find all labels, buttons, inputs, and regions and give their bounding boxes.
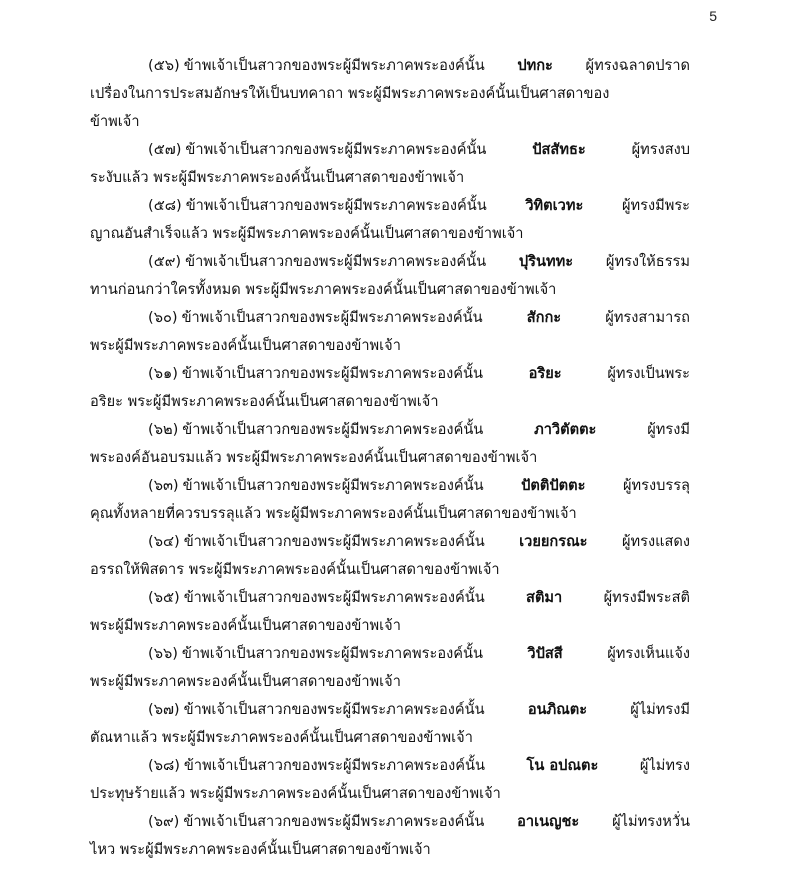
entry-number: (๖๕) bbox=[148, 589, 180, 606]
entry-description: ผู้ทรงเห็นแจ้ง bbox=[607, 645, 690, 662]
entry-name: ปทกะ bbox=[517, 57, 553, 74]
entry-number: (๖๓) bbox=[148, 477, 179, 494]
entry-65 bbox=[90, 584, 690, 640]
entry-description: ผู้ทรงแสดง bbox=[621, 533, 690, 550]
entry-name: สักกะ bbox=[526, 309, 562, 326]
entry-continuation: ระงับแล้ว พระผู้มีพระภาคพระองค์นั้นเป็นศาสดาของข้าพเจ้า bbox=[90, 169, 465, 186]
entry-intro: ข้าพเจ้าเป็นสาวกของพระผู้มีพระภาคพระองค์นั้น bbox=[185, 141, 487, 158]
entry-69 bbox=[90, 808, 690, 864]
entry-description: ผู้ทรงฉลาดปราด bbox=[585, 57, 690, 74]
entry-number: (๖๑) bbox=[148, 365, 178, 382]
entry-name: ปัตติปัตตะ bbox=[521, 477, 586, 494]
entry-intro: ข้าพเจ้าเป็นสาวกของพระผู้มีพระภาคพระองค์นั้น bbox=[185, 197, 487, 214]
entry-name: ปุรินททะ bbox=[518, 253, 574, 270]
entry-intro: ข้าพเจ้าเป็นสาวกของพระผู้มีพระภาคพระองค์นั้น bbox=[182, 421, 484, 438]
entry-description: ผู้ทรงสามารถ bbox=[605, 309, 690, 326]
entry-intro: ข้าพเจ้าเป็นสาวกของพระผู้มีพระภาคพระองค์นั้น bbox=[185, 253, 487, 270]
entry-name: โน อปณตะ bbox=[526, 757, 599, 774]
entry-intro: ข้าพเจ้าเป็นสาวกของพระผู้มีพระภาคพระองค์นั้น bbox=[183, 589, 485, 606]
entry-description: ผู้ทรงมีพระสติ bbox=[603, 589, 690, 606]
entry-description: ผู้ทรงมี bbox=[647, 421, 690, 438]
entry-description: ผู้ทรงบรรลุ bbox=[622, 477, 690, 494]
entry-number: (๕๙) bbox=[148, 253, 182, 270]
document-body bbox=[90, 52, 690, 864]
entry-continuation: อรรถให้พิสดาร พระผู้มีพระภาคพระองค์นั้นเป็นศาสดาของข้าพเจ้า bbox=[90, 561, 500, 578]
entry-name: อริยะ bbox=[528, 365, 562, 382]
entry-continuation: ญาณอันสำเร็จแล้ว พระผู้มีพระภาคพระองค์นั้นเป็นศาสดาของข้าพเจ้า bbox=[90, 225, 524, 242]
entry-number: (๖๔) bbox=[148, 533, 180, 550]
entry-number: (๖๐) bbox=[148, 309, 178, 326]
entry-64 bbox=[90, 528, 690, 584]
entry-61 bbox=[90, 360, 690, 416]
entry-number: (๕๖) bbox=[148, 57, 180, 74]
entry-name: สติมา bbox=[526, 589, 563, 606]
entry-continuation: พระองค์อันอบรมแล้ว พระผู้มีพระภาคพระองค์นั้นเป็นศาสดาของข้าพเจ้า bbox=[90, 449, 538, 466]
entry-60 bbox=[90, 304, 690, 360]
entry-intro: ข้าพเจ้าเป็นสาวกของพระผู้มีพระภาคพระองค์นั้น bbox=[183, 57, 485, 74]
entry-description: ผู้ทรงให้ธรรม bbox=[605, 253, 690, 270]
entry-name: อาเนญชะ bbox=[517, 813, 580, 830]
entry-name: ภาวิตัตตะ bbox=[534, 421, 597, 438]
entry-description: ผู้ทรงสงบ bbox=[631, 141, 690, 158]
entry-continuation: พระผู้มีพระภาคพระองค์นั้นเป็นศาสดาของข้าพเจ้า bbox=[90, 673, 401, 690]
entry-description: ผู้ไม่ทรง bbox=[639, 757, 690, 774]
entry-68 bbox=[90, 752, 690, 808]
entry-intro: ข้าพเจ้าเป็นสาวกของพระผู้มีพระภาคพระองค์นั้น bbox=[181, 365, 483, 382]
entry-intro: ข้าพเจ้าเป็นสาวกของพระผู้มีพระภาคพระองค์นั้น bbox=[182, 477, 484, 494]
entry-continuation: อริยะ พระผู้มีพระภาคพระองค์นั้นเป็นศาสดาของข้าพเจ้า bbox=[90, 393, 439, 410]
entry-intro: ข้าพเจ้าเป็นสาวกของพระผู้มีพระภาคพระองค์นั้น bbox=[183, 813, 485, 830]
entry-57 bbox=[90, 136, 690, 192]
entry-name: วิปัสสี bbox=[527, 645, 563, 662]
entry-number: (๕๗) bbox=[148, 141, 182, 158]
page-number: 5 bbox=[709, 8, 717, 24]
entry-number: (๕๘) bbox=[148, 197, 182, 214]
entry-name: อนภิณตะ bbox=[527, 701, 588, 718]
entry-continuation: ข้าพเจ้า bbox=[90, 113, 140, 130]
entry-continuation: พระผู้มีพระภาคพระองค์นั้นเป็นศาสดาของข้าพเจ้า bbox=[90, 617, 401, 634]
entry-number: (๖๗) bbox=[148, 701, 180, 718]
entry-56 bbox=[90, 52, 690, 136]
entry-62 bbox=[90, 416, 690, 472]
entry-name: ปัสสัทธะ bbox=[532, 141, 586, 158]
entry-name: วิทิตเวทะ bbox=[525, 197, 584, 214]
entry-continuation: ตัณหาแล้ว พระผู้มีพระภาคพระองค์นั้นเป็นศาสดาของข้าพเจ้า bbox=[90, 729, 473, 746]
entry-66 bbox=[90, 640, 690, 696]
entry-continuation: ไหว พระผู้มีพระภาคพระองค์นั้นเป็นศาสดาของข้าพเจ้า bbox=[90, 841, 431, 858]
entry-description: ผู้ไม่ทรงมี bbox=[630, 701, 690, 718]
entry-intro: ข้าพเจ้าเป็นสาวกของพระผู้มีพระภาคพระองค์นั้น bbox=[183, 701, 485, 718]
entry-number: (๖๙) bbox=[148, 813, 180, 830]
entry-description: ผู้ทรงเป็นพระ bbox=[607, 365, 690, 382]
entry-continuation: พระผู้มีพระภาคพระองค์นั้นเป็นศาสดาของข้าพเจ้า bbox=[90, 337, 401, 354]
entry-58 bbox=[90, 192, 690, 248]
entry-continuation: ทานก่อนกว่าใครทั้งหมด พระผู้มีพระภาคพระองค์นั้นเป็นศาสดาของข้าพเจ้า bbox=[90, 281, 557, 298]
entry-description: ผู้ไม่ทรงหวั่น bbox=[612, 813, 690, 830]
entry-continuation: ประทุษร้ายแล้ว พระผู้มีพระภาคพระองค์นั้นเป็นศาสดาของข้าพเจ้า bbox=[90, 785, 501, 802]
entry-continuation: เปรื่องในการประสมอักษรให้เป็นบทคาถา พระผู้มีพระภาคพระองค์นั้นเป็นศาสดาของ bbox=[90, 85, 610, 102]
entry-63 bbox=[90, 472, 690, 528]
entry-number: (๖๖) bbox=[148, 645, 178, 662]
entry-intro: ข้าพเจ้าเป็นสาวกของพระผู้มีพระภาคพระองค์นั้น bbox=[183, 533, 485, 550]
entry-description: ผู้ทรงมีพระ bbox=[621, 197, 690, 214]
entry-number: (๖๘) bbox=[148, 757, 180, 774]
entry-67 bbox=[90, 696, 690, 752]
entry-intro: ข้าพเจ้าเป็นสาวกของพระผู้มีพระภาคพระองค์นั้น bbox=[181, 645, 483, 662]
entry-intro: ข้าพเจ้าเป็นสาวกของพระผู้มีพระภาคพระองค์นั้น bbox=[181, 309, 483, 326]
entry-name: เวยยกรณะ bbox=[519, 533, 588, 550]
entry-continuation: คุณทั้งหลายที่ควรบรรลุแล้ว พระผู้มีพระภาคพระองค์นั้นเป็นศาสดาของข้าพเจ้า bbox=[90, 505, 577, 522]
entry-intro: ข้าพเจ้าเป็นสาวกของพระผู้มีพระภาคพระองค์นั้น bbox=[183, 757, 485, 774]
entry-number: (๖๒) bbox=[148, 421, 179, 438]
entry-59 bbox=[90, 248, 690, 304]
